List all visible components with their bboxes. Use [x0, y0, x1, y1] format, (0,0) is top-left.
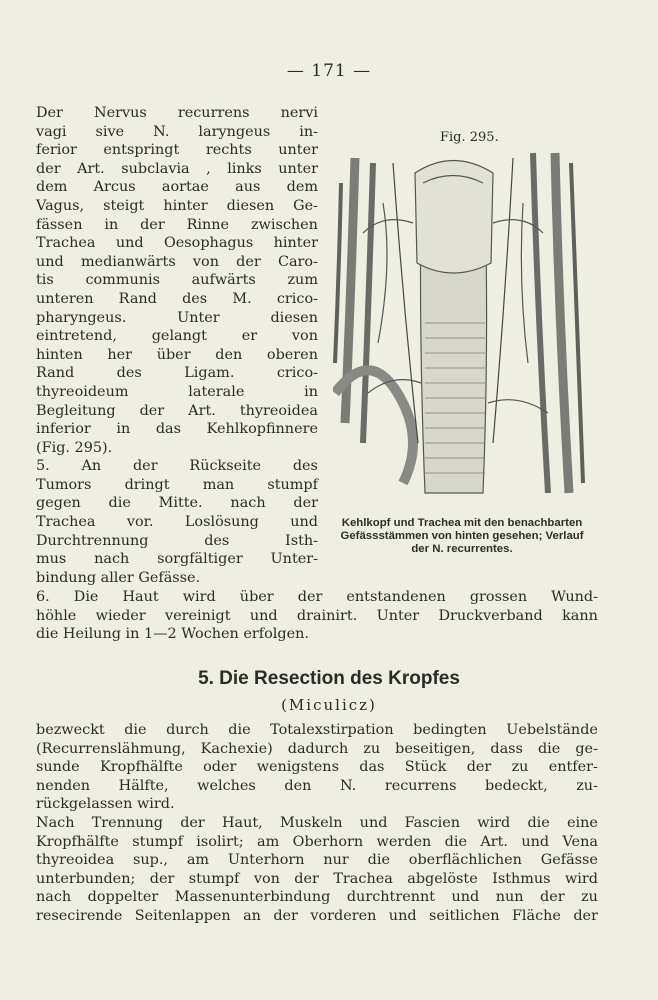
text-line: sunde Kropfhälfte oder wenigstens das Stück der zu entfer-: [36, 759, 598, 776]
text-line: thyreoidea sup., am Unterhorn nur die oberflächlichen Gefässe: [36, 852, 598, 869]
figure-label: Fig. 295.: [440, 130, 499, 145]
text-line: und medianwärts von der Caro-: [36, 253, 318, 270]
text-line: unterbunden; der stumpf von der Trachea abgelöste Isthmus wird: [36, 870, 598, 887]
text-line: die Heilung in 1—2 Wochen erfolgen.: [36, 626, 309, 643]
text-line: vagi sive N. laryngeus in-: [36, 123, 318, 140]
anatomical-figure-illustration: [333, 143, 591, 513]
text-line: fässen in der Rinne zwischen: [36, 216, 318, 233]
section-heading: 5. Die Resection des Kropfes: [198, 668, 460, 689]
text-line: pharyngeus. Unter diesen: [36, 309, 318, 326]
text-line: 6. Die Haut wird über der entstandenen grossen Wund-: [36, 589, 598, 605]
text-line: bindung aller Gefässe.: [36, 569, 201, 586]
text-line: der Art. subclavia , links unter: [36, 160, 318, 177]
text-line: Nach Trennung der Haut, Muskeln und Fascien wird die eine: [36, 814, 598, 831]
text-line: Tumors dringt man stumpf: [36, 476, 318, 493]
text-line: Kropfhälfte stumpf isolirt; am Oberhorn werden die Art. und Vena: [36, 833, 598, 850]
text-line: hinten her über den oberen: [36, 346, 318, 363]
text-line: höhle wieder vereinigt und drainirt. Unter Druckverband kann: [36, 607, 598, 624]
text-line: rückgelassen wird.: [36, 796, 175, 813]
text-line: inferior in das Kehlkopfinnere: [36, 421, 318, 438]
text-line: Begleitung der Art. thyreoidea: [36, 402, 318, 419]
text-line: dem Arcus aortae aus dem: [36, 179, 318, 196]
full-text-block-a: [36, 588, 598, 644]
text-line: nenden Hälfte, welches den N. recurrens bedeckt, zu-: [36, 777, 598, 794]
text-line: tis communis aufwärts zum: [36, 272, 318, 289]
text-line: Trachea vor. Loslösung und: [36, 514, 318, 531]
text-line: Trachea und Oesophagus hinter: [36, 235, 318, 252]
text-line: unteren Rand des M. crico-: [36, 290, 318, 307]
full-text-block-b: [36, 721, 598, 926]
text-line: Rand des Ligam. crico-: [36, 365, 318, 382]
text-line: (Recurrenslähmung, Kachexie) dadurch zu beseitigen, dass die ge-: [36, 740, 598, 757]
text-line: Durchtrennung des Isth-: [36, 532, 318, 549]
page-number: — 171 —: [286, 61, 372, 81]
caption-line: der N. recurrentes.: [411, 543, 513, 555]
caption-line: Kehlkopf und Trachea mit den benachbarten: [341, 517, 583, 529]
text-line: mus nach sorgfältiger Unter-: [36, 551, 318, 568]
text-line: 5. An der Rückseite des: [36, 458, 318, 475]
text-line: Vagus, steigt hinter diesen Ge-: [36, 197, 318, 214]
text-line: bezweckt die durch die Totalexstirpation bedingten Uebelstände: [36, 722, 598, 738]
text-line: ferior entspringt rechts unter: [36, 142, 318, 159]
text-line: gegen die Mitte. nach der: [36, 495, 318, 512]
figure-caption: [323, 517, 601, 556]
section-subheading: (Miculicz): [281, 696, 377, 714]
narrow-text-column: [36, 104, 318, 587]
text-line: Der Nervus recurrens nervi: [36, 105, 318, 121]
text-line: thyreoideum laterale in: [36, 383, 318, 400]
text-line: (Fig. 295).: [36, 439, 113, 456]
text-line: eintretend, gelangt er von: [36, 328, 318, 345]
text-line: nach doppelter Massenunterbindung durchtrennt und nun der zu: [36, 889, 598, 906]
text-line: resecirende Seitenlappen an der vorderen und seitlichen Fläche der: [36, 907, 598, 924]
caption-line: Gefässstämmen von hinten gesehen; Verlauf: [340, 530, 584, 542]
